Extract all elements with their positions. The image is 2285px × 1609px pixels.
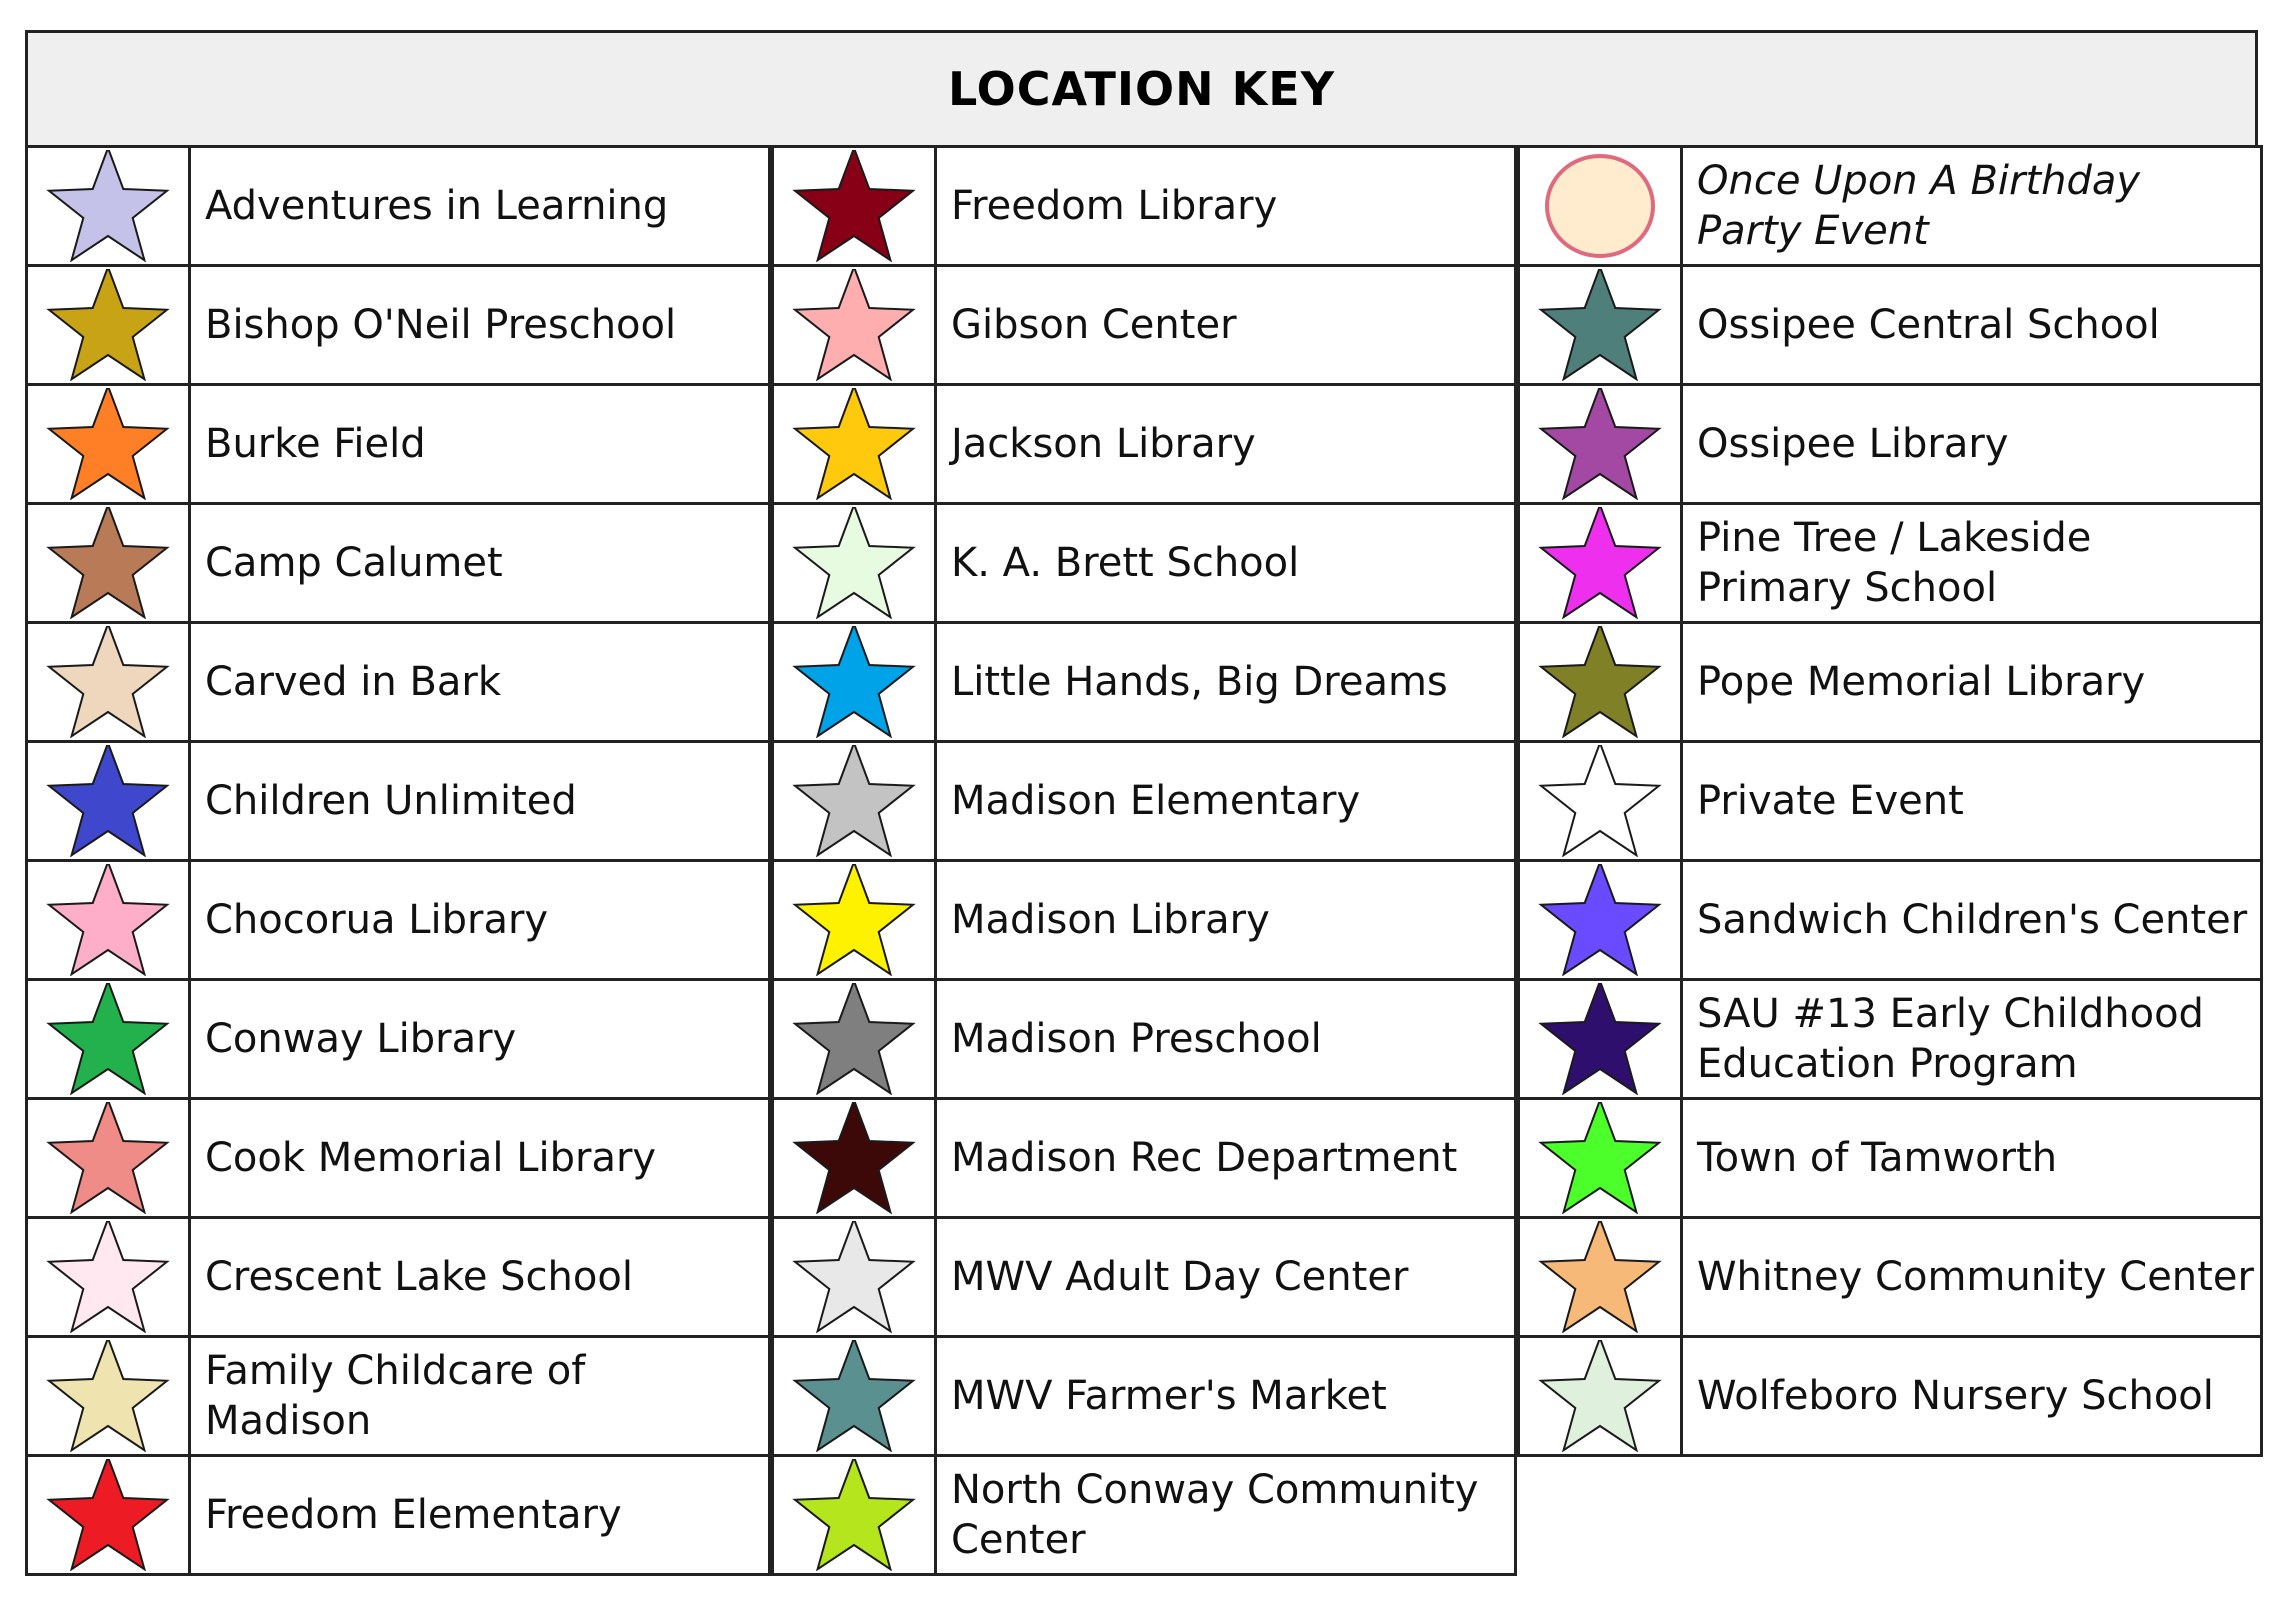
location-label-freedom-library: Freedom Library xyxy=(934,145,1517,267)
crescent-lake-school-star-icon xyxy=(49,1221,167,1331)
location-label-chocorua-library: Chocorua Library xyxy=(188,859,771,981)
k-a-brett-school-star-icon xyxy=(795,507,913,617)
burke-field-star-icon xyxy=(49,388,167,498)
madison-elementary-star-icon xyxy=(795,745,913,855)
location-label-madison-preschool: Madison Preschool xyxy=(934,978,1517,1100)
symbol-cell xyxy=(25,740,191,862)
symbol-cell xyxy=(771,383,937,505)
location-label-little-hands-big-dreams: Little Hands, Big Dreams xyxy=(934,621,1517,743)
symbol-cell xyxy=(1517,740,1683,862)
camp-calumet-star-icon xyxy=(49,507,167,617)
freedom-library-star-icon xyxy=(795,150,913,260)
sandwich-children-s-center-star-icon xyxy=(1541,864,1659,974)
symbol-cell xyxy=(771,859,937,981)
location-label-pope-memorial-library: Pope Memorial Library xyxy=(1680,621,2263,743)
symbol-cell xyxy=(25,1335,191,1457)
location-label-madison-elementary: Madison Elementary xyxy=(934,740,1517,862)
location-label-cook-memorial-library: Cook Memorial Library xyxy=(188,1097,771,1219)
symbol-cell xyxy=(25,145,191,267)
location-label-freedom-elementary: Freedom Elementary xyxy=(188,1454,771,1576)
symbol-cell xyxy=(771,1454,937,1576)
location-label-bishop-o-neil-preschool: Bishop O'Neil Preschool xyxy=(188,264,771,386)
location-label-carved-in-bark: Carved in Bark xyxy=(188,621,771,743)
family-childcare-of-madison-star-icon xyxy=(49,1340,167,1450)
location-label-madison-library: Madison Library xyxy=(934,859,1517,981)
symbol-cell xyxy=(771,1097,937,1219)
adventures-in-learning-star-icon xyxy=(49,150,167,260)
once-upon-a-birthday-party-event-circle-icon xyxy=(1547,156,1653,256)
location-label-conway-library: Conway Library xyxy=(188,978,771,1100)
jackson-library-star-icon xyxy=(795,388,913,498)
location-key-header xyxy=(25,30,2258,148)
location-label-madison-rec-department: Madison Rec Department xyxy=(934,1097,1517,1219)
symbol-cell xyxy=(25,264,191,386)
symbol-cell xyxy=(771,145,937,267)
chocorua-library-star-icon xyxy=(49,864,167,974)
location-key-title: LOCATION KEY xyxy=(947,62,1336,116)
symbol-cell xyxy=(1517,1216,1683,1338)
town-of-tamworth-star-icon xyxy=(1541,1102,1659,1212)
location-label-mwv-adult-day-center: MWV Adult Day Center xyxy=(934,1216,1517,1338)
gibson-center-star-icon xyxy=(795,269,913,379)
symbol-cell xyxy=(771,502,937,624)
symbol-cell xyxy=(25,1454,191,1576)
symbol-cell xyxy=(1517,145,1683,267)
symbol-cell xyxy=(1517,264,1683,386)
symbol-cell xyxy=(1517,1335,1683,1457)
mwv-farmer-s-market-star-icon xyxy=(795,1340,913,1450)
ossipee-library-star-icon xyxy=(1541,388,1659,498)
symbol-cell xyxy=(771,264,937,386)
symbol-cell xyxy=(25,1216,191,1338)
pine-tree-lakeside-primary-school-star-icon xyxy=(1541,507,1659,617)
ossipee-central-school-star-icon xyxy=(1541,269,1659,379)
symbol-cell xyxy=(25,621,191,743)
mwv-adult-day-center-star-icon xyxy=(795,1221,913,1331)
location-label-sau-13-early-childhood-education-program: SAU #13 Early Childhood Education Program xyxy=(1680,978,2263,1100)
location-label-family-childcare-of-madison: Family Childcare of Madison xyxy=(188,1335,771,1457)
pope-memorial-library-star-icon xyxy=(1541,626,1659,736)
location-label-private-event: Private Event xyxy=(1680,740,2263,862)
location-label-once-upon-a-birthday-party-event: Once Upon A Birthday Party Event xyxy=(1680,145,2263,267)
location-label-town-of-tamworth: Town of Tamworth xyxy=(1680,1097,2263,1219)
location-label-k-a-brett-school: K. A. Brett School xyxy=(934,502,1517,624)
location-label-whitney-community-center: Whitney Community Center xyxy=(1680,1216,2263,1338)
bishop-o-neil-preschool-star-icon xyxy=(49,269,167,379)
symbol-cell xyxy=(25,978,191,1100)
symbol-cell xyxy=(25,1097,191,1219)
location-label-ossipee-central-school: Ossipee Central School xyxy=(1680,264,2263,386)
symbol-cell xyxy=(25,859,191,981)
symbol-cell xyxy=(771,978,937,1100)
location-label-children-unlimited: Children Unlimited xyxy=(188,740,771,862)
location-label-pine-tree-lakeside-primary-school: Pine Tree / Lakeside Primary School xyxy=(1680,502,2263,624)
symbol-cell xyxy=(25,502,191,624)
whitney-community-center-star-icon xyxy=(1541,1221,1659,1331)
location-label-crescent-lake-school: Crescent Lake School xyxy=(188,1216,771,1338)
conway-library-star-icon xyxy=(49,983,167,1093)
symbol-cell xyxy=(771,621,937,743)
private-event-star-icon xyxy=(1541,745,1659,855)
freedom-elementary-star-icon xyxy=(49,1459,167,1569)
little-hands-big-dreams-star-icon xyxy=(795,626,913,736)
madison-library-star-icon xyxy=(795,864,913,974)
symbol-cell xyxy=(771,1216,937,1338)
cook-memorial-library-star-icon xyxy=(49,1102,167,1212)
madison-preschool-star-icon xyxy=(795,983,913,1093)
symbol-cell xyxy=(771,740,937,862)
wolfeboro-nursery-school-star-icon xyxy=(1541,1340,1659,1450)
symbol-cell xyxy=(1517,978,1683,1100)
madison-rec-department-star-icon xyxy=(795,1102,913,1212)
symbol-cell xyxy=(1517,383,1683,505)
symbol-cell xyxy=(1517,1097,1683,1219)
symbol-cell xyxy=(771,1335,937,1457)
location-label-mwv-farmer-s-market: MWV Farmer's Market xyxy=(934,1335,1517,1457)
location-label-camp-calumet: Camp Calumet xyxy=(188,502,771,624)
symbol-cell xyxy=(1517,502,1683,624)
location-label-gibson-center: Gibson Center xyxy=(934,264,1517,386)
north-conway-community-center-star-icon xyxy=(795,1459,913,1569)
location-label-jackson-library: Jackson Library xyxy=(934,383,1517,505)
location-label-sandwich-children-s-center: Sandwich Children's Center xyxy=(1680,859,2263,981)
location-label-ossipee-library: Ossipee Library xyxy=(1680,383,2263,505)
location-key xyxy=(25,30,2258,1578)
symbol-cell xyxy=(1517,859,1683,981)
symbol-cell xyxy=(1517,621,1683,743)
location-label-burke-field: Burke Field xyxy=(188,383,771,505)
location-label-north-conway-community-center: North Conway Community Center xyxy=(934,1454,1517,1576)
symbol-cell xyxy=(25,383,191,505)
location-label-adventures-in-learning: Adventures in Learning xyxy=(188,145,771,267)
sau-13-early-childhood-education-program-star-icon xyxy=(1541,983,1659,1093)
children-unlimited-star-icon xyxy=(49,745,167,855)
carved-in-bark-star-icon xyxy=(49,626,167,736)
location-label-wolfeboro-nursery-school: Wolfeboro Nursery School xyxy=(1680,1335,2263,1457)
